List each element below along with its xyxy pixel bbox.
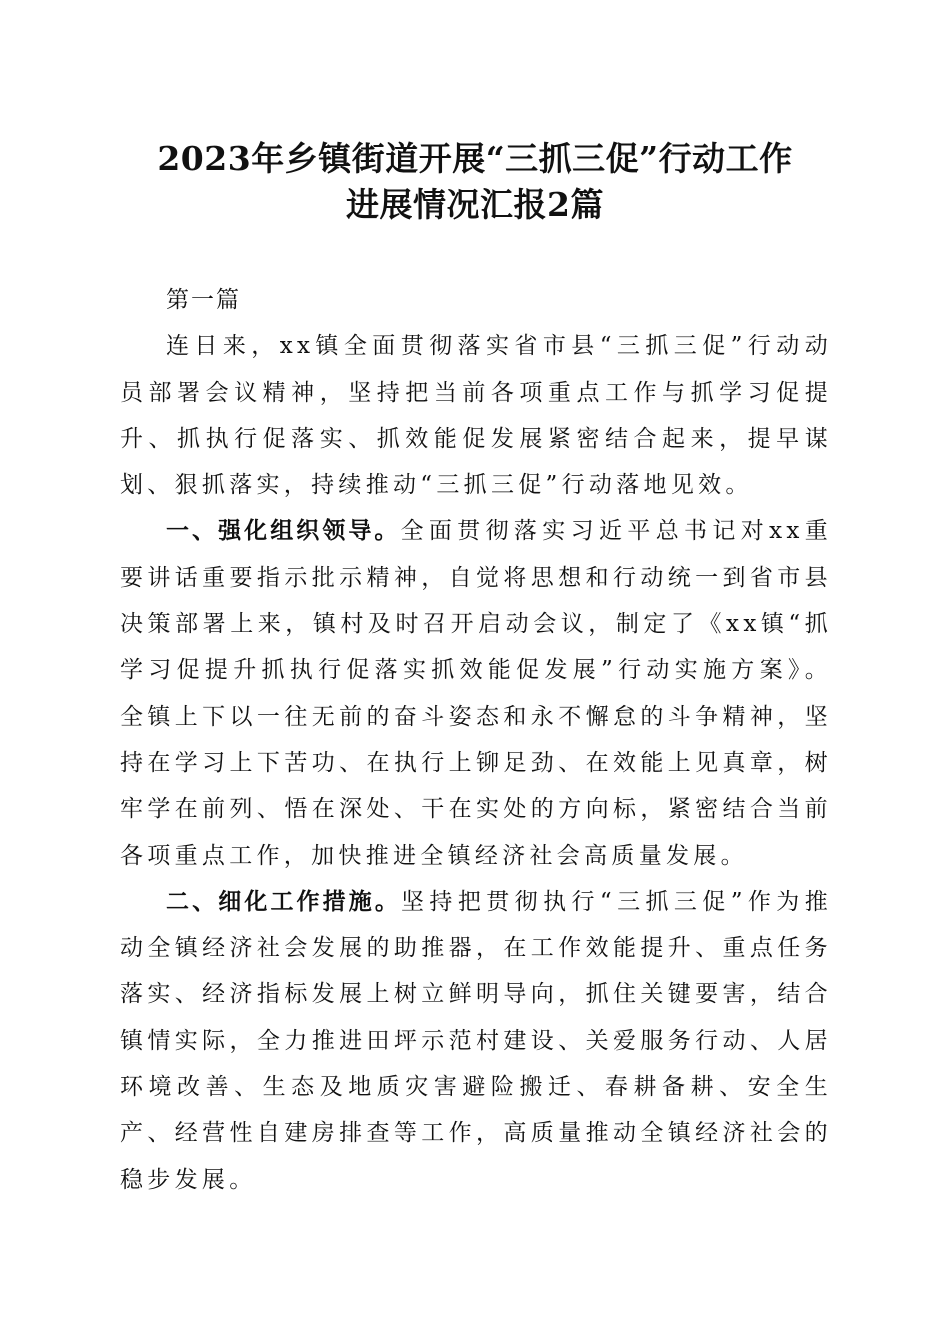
paragraph-measures-heading: 二、细化工作措施。 [166,888,402,915]
paragraph-measures-text: 坚持把贯彻执行“三抓三促”作为推动全镇经济社会发展的助推器，在工作效能提升、重点任务落实、经济指标发展上树立鲜明导向，抓住关键要害，结合镇情实际，全力推进田坪示范村建设、关爱服务行动、人居环境改善、生态及地质灾害避险搬迁、春耕备耕、安全生产、经营性自建房排查等工作，高质量推动全镇经济社会的稳步发展。 [120,888,833,1193]
paragraph-measures [120,879,832,1203]
paragraph-organization [120,508,832,878]
intro-paragraph [120,323,832,508]
section-label: 第一篇 [166,287,241,313]
document-title [100,136,850,228]
paragraph-organization-text: 全面贯彻落实习近平总书记对xx重要讲话重要指示批示精神，自觉将思想和行动统一到省市县决策部署上来，镇村及时召开启动会议，制定了《xx镇“抓学习促提升抓执行促落实抓效能促发展”行动实施方案》。全镇上下以一往无前的奋斗姿态和永不懈怠的斗争精神，坚持在学习上下苦功、在执行上铆足劲、在效能上见真章，树牢学在前列、悟在深处、干在实处的方向标，紧密结合当前各项重点工作，加快推进全镇经济社会高质量发展。 [120,518,833,869]
document-body [120,277,832,1203]
intro-paragraph-text: 连日来，xx镇全面贯彻落实省市县“三抓三促”行动动员部署会议精神，坚持把当前各项重点工作与抓学习促提升、抓执行促落实、抓效能促发展紧密结合起来，提早谋划、狠抓落实，持续推动“三抓三促”行动落地见效。 [120,333,832,499]
title-line-1: 2023年乡镇街道开展“三抓三促”行动工作 [157,139,793,178]
title-line-2: 进展情况汇报2篇 [346,185,604,224]
paragraph-organization-heading: 一、强化组织领导。 [166,518,401,545]
